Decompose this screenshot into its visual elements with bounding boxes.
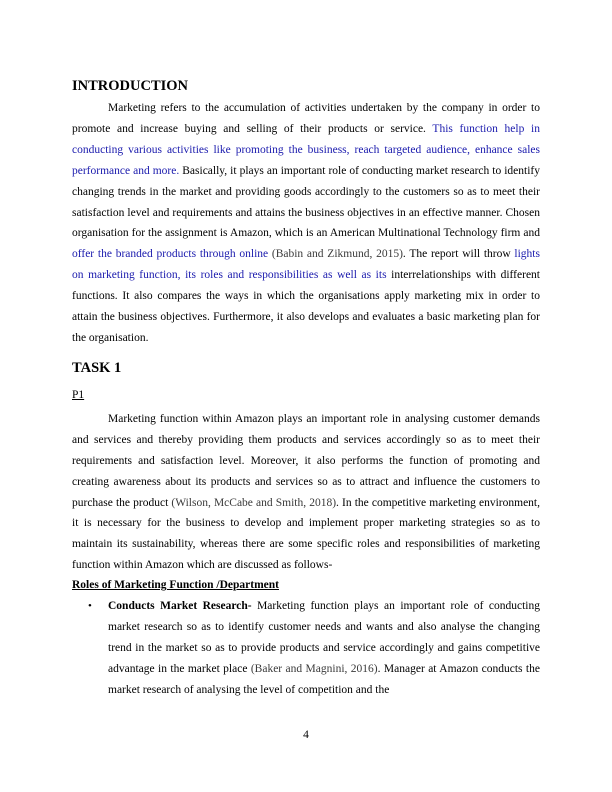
bullet-text-1: Marketing function plays an important role of conducting market research so as to identify customer needs and wants and also analyse the changing trend in the market so as to provide products and service accordingly and gains competitive advantage in the market place	[108, 600, 540, 675]
introduction-heading: INTRODUCTION	[72, 78, 189, 94]
intro-highlight-2: offer the branded products through online	[72, 248, 269, 261]
intro-text-2: Basically, it plays an important role of conducting market research to identify changing trends in the market and providing goods accordingly to the customers so as to meet their satisfaction level and requirements and attains the business objectives in an effective manner. Chosen organisation for the assignment is Amazon, which is an American Multinational Technology firm and	[72, 164, 540, 240]
page-number: 4	[303, 729, 309, 741]
introduction-paragraph	[72, 98, 540, 349]
intro-text-1: Marketing refers to the accumulation of activities undertaken by the company in order to promote and increase buying and selling of their products or service.	[72, 102, 540, 135]
bullet-icon: •	[88, 600, 92, 613]
intro-highlight-3: lights on marketing function, its roles and responsibilities as well as its	[72, 248, 540, 282]
roles-heading: Roles of Marketing Function /Department	[72, 579, 279, 592]
intro-text-3: . The report will throw	[402, 248, 515, 261]
task1-text-2: . In the competitive marketing environment, it is necessary for the business to develop and implement proper marketing strategies so as to maintain its sustainability, whereas there are some specific roles and responsibilities of marketing function within Amazon which are discussed as follows-	[72, 496, 540, 572]
page-content	[72, 76, 540, 701]
intro-text-4: interrelationships with different functions. It also compares the ways in which the organisations apply marketing mix in order to attain the business objectives. Furthermore, it also develops and evaluates a basic marketing plan for the organisation.	[72, 269, 540, 344]
task1-citation: (Wilson, McCabe and Smith, 2018)	[171, 496, 337, 509]
bullet-text-2: . Manager at Amazon conducts the market research of analysing the level of competition and the	[108, 662, 540, 696]
list-item	[88, 596, 540, 701]
task1-subheading: P1	[72, 388, 85, 401]
bullet-term: Conducts Market Research-	[108, 600, 252, 613]
intro-citation: (Babin and Zikmund, 2015)	[268, 248, 403, 261]
task1-text-1: Marketing function within Amazon plays an important role in analysing customer demands and services and thereby providing them products and services accordingly so as to meet their requirements and satisfaction level. Moreover, it also performs the function of promoting and creating awareness about its products and services so as to attract and influence the customers to purchase the product	[72, 412, 540, 509]
task1-heading: TASK 1	[72, 359, 122, 376]
bullet-citation: (Baker and Magnini, 2016)	[250, 662, 378, 675]
roles-list	[72, 596, 540, 701]
task1-paragraph	[72, 409, 540, 576]
intro-highlight-1: This function help in conducting various activities like promoting the business, reach targeted audience, enhance sales performance and more.	[72, 122, 540, 177]
